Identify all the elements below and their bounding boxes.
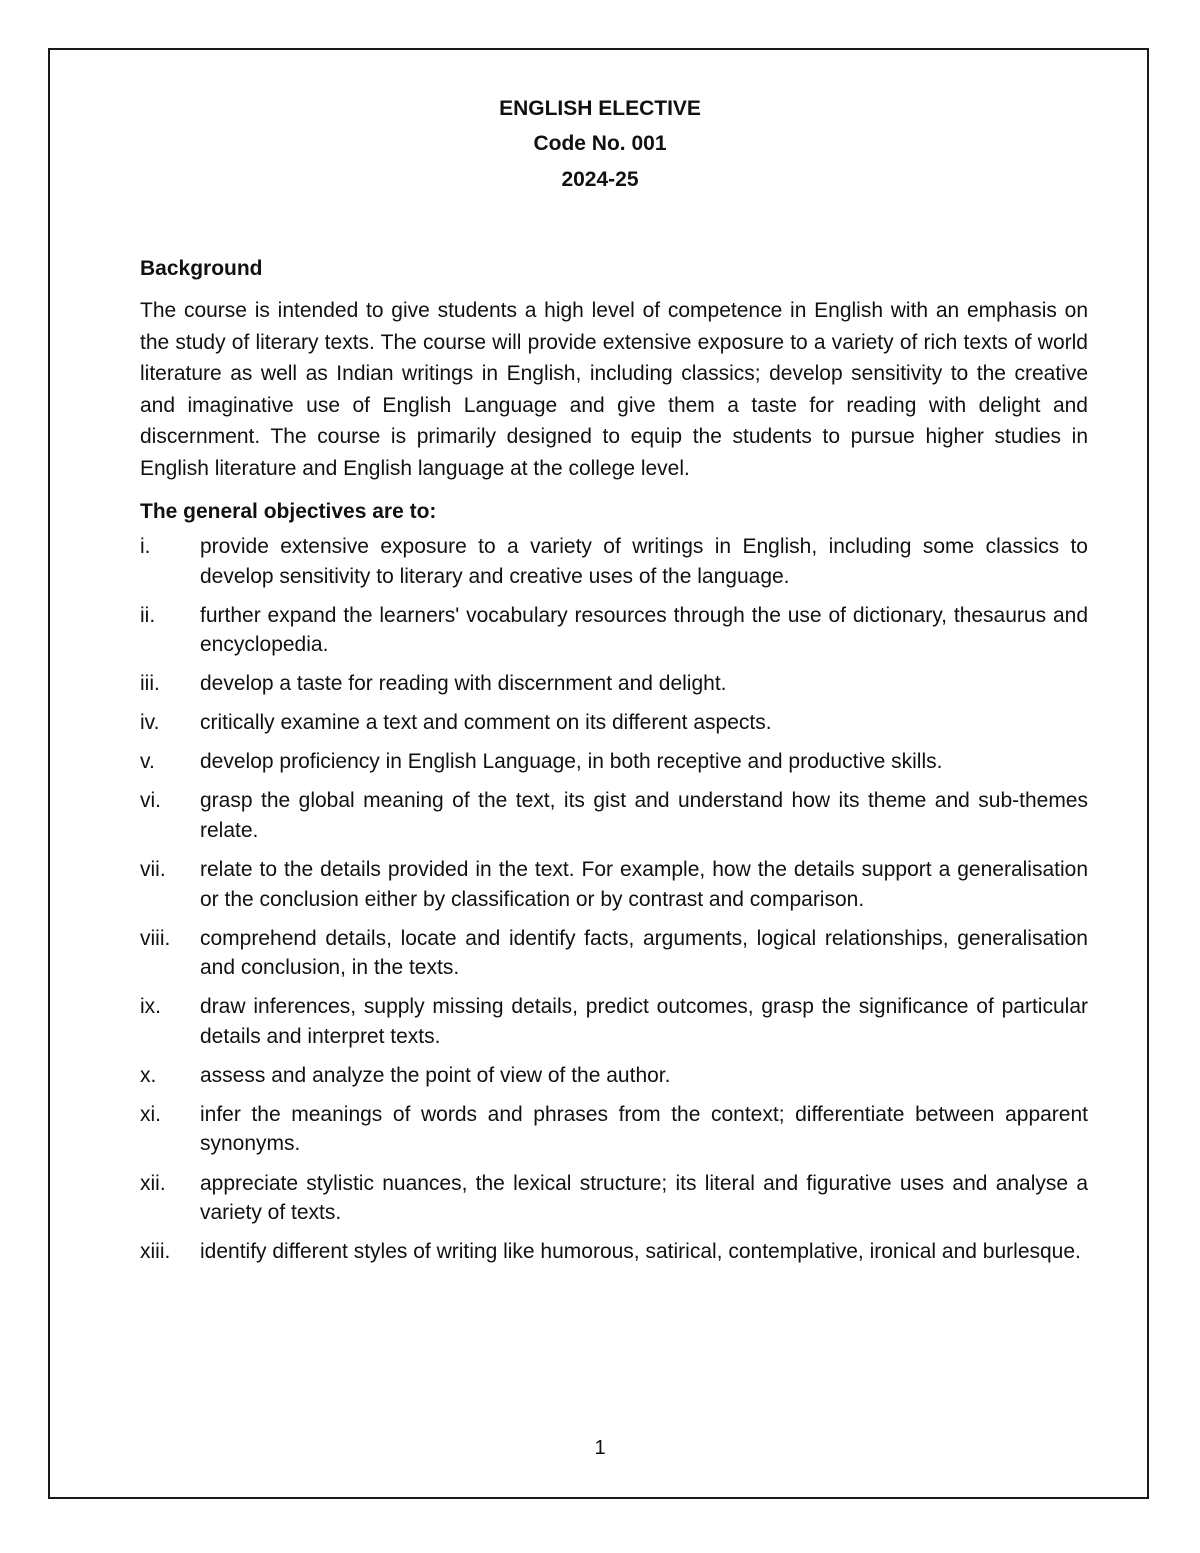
objective-number: ii. xyxy=(140,603,156,627)
objective-item xyxy=(140,1061,1088,1091)
objective-text: develop proficiency in English Language, in both receptive and productive skills. xyxy=(200,750,943,774)
objective-number: ix. xyxy=(140,995,161,1019)
objective-text: grasp the global meaning of the text, its gist and understand how its theme and sub-themes relate. xyxy=(200,789,1088,842)
objective-item xyxy=(140,1100,1088,1159)
objective-text: draw inferences, supply missing details, predict outcomes, grasp the significance of particular details and interpret texts. xyxy=(200,995,1088,1048)
objective-item xyxy=(140,532,1088,591)
objective-text: infer the meanings of words and phrases from the context; differentiate between apparent synonyms. xyxy=(200,1102,1088,1156)
objective-item xyxy=(140,786,1088,845)
objective-number: xii. xyxy=(140,1171,166,1195)
objective-item xyxy=(140,1169,1088,1228)
document-title: ENGLISH ELECTIVE xyxy=(499,97,701,120)
objectives-heading: The general objectives are to: xyxy=(140,500,437,523)
objective-text: appreciate stylistic nuances, the lexical structure; its literal and figurative uses and analyse a variety of texts. xyxy=(200,1171,1088,1225)
background-paragraph: The course is intended to give students a high level of competence in English with an emphasis on the study of literary texts. The course will provide extensive exposure to a variety of rich texts of world literature as well as Indian writings in English, including classics; develop sensitivity to the creative and imaginative use of English Language and give them a taste for reading with delight and discernment. The course is primarily designed to equip the students to pursue higher studies in English literature and English language at the college level. xyxy=(140,299,1088,480)
objective-item xyxy=(140,1237,1088,1267)
objective-item xyxy=(140,669,1088,699)
document-body xyxy=(140,256,1088,1276)
objective-item xyxy=(140,601,1088,660)
objective-number: xiii. xyxy=(140,1240,171,1264)
objective-text: provide extensive exposure to a variety of writings in English, including some classics to develop sensitivity to literary and creative uses of the language. xyxy=(200,535,1088,588)
objective-text: assess and analyze the point of view of the author. xyxy=(200,1063,671,1087)
objectives-list xyxy=(140,532,1088,1267)
objective-item xyxy=(140,924,1088,983)
objective-number: vi. xyxy=(140,789,161,813)
background-heading: Background xyxy=(140,257,263,280)
objective-number: i. xyxy=(140,535,151,558)
objective-item xyxy=(140,747,1088,777)
objective-number: iv. xyxy=(140,711,160,735)
objective-item xyxy=(140,708,1088,738)
objective-text: further expand the learners' vocabulary resources through the use of dictionary, thesaurus and encyclopedia. xyxy=(200,603,1088,657)
document-year: 2024-25 xyxy=(561,168,639,191)
objective-number: iii. xyxy=(140,672,160,696)
page-number: 1 xyxy=(594,1437,606,1459)
objective-number: vii. xyxy=(140,858,166,882)
objective-item xyxy=(140,992,1088,1051)
objective-number: v. xyxy=(140,750,155,774)
objective-text: develop a taste for reading with discernment and delight. xyxy=(200,672,727,696)
objective-item xyxy=(140,855,1088,914)
objective-number: viii. xyxy=(140,926,171,950)
objective-text: relate to the details provided in the text. For example, how the details support a generalisation or the conclusion either by classification or by contrast and comparison. xyxy=(200,858,1088,911)
objective-number: xi. xyxy=(140,1102,161,1126)
objective-text: critically examine a text and comment on its different aspects. xyxy=(200,711,772,735)
objective-text: comprehend details, locate and identify facts, arguments, logical relationships, generalisation and conclusion, in the texts. xyxy=(200,926,1088,980)
document-code: Code No. 001 xyxy=(533,132,667,155)
objective-number: x. xyxy=(140,1063,157,1087)
objective-text: identify different styles of writing like humorous, satirical, contemplative, ironical and burlesque. xyxy=(200,1240,1081,1264)
